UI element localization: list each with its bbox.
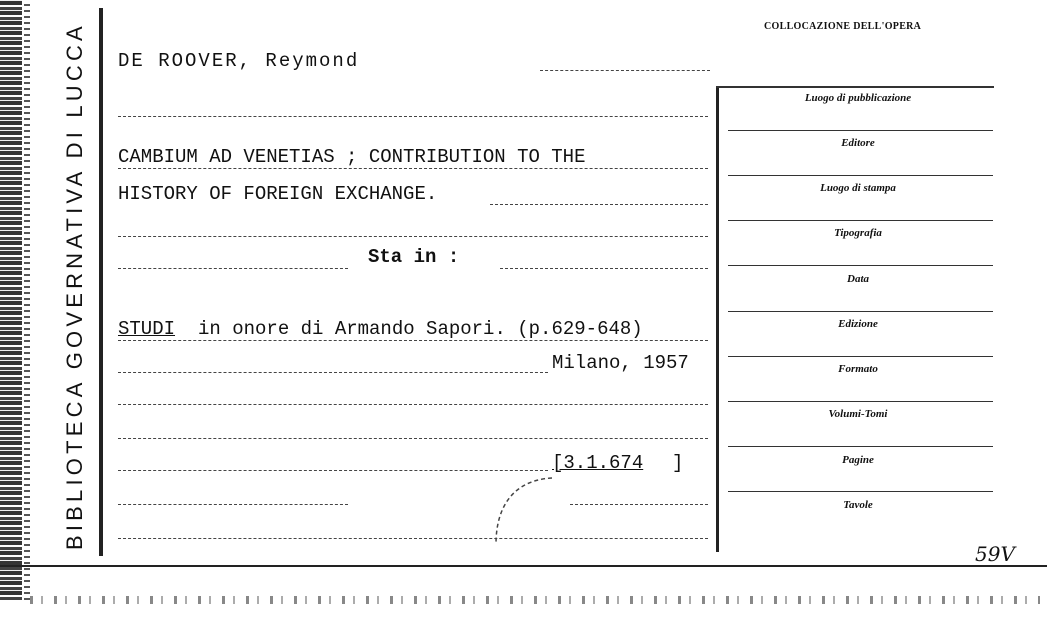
card-bottom-rule <box>0 565 1047 567</box>
shelfmark-bracket: ] <box>672 452 684 474</box>
field-rule <box>728 175 993 176</box>
sta-in-label: Sta in : <box>368 246 460 268</box>
field-luogo-pubblicazione: Luogo di pubblicazione <box>804 92 912 104</box>
field-data: Data <box>847 273 869 285</box>
title-line-2: HISTORY OF FOREIGN EXCHANGE. <box>118 183 438 205</box>
field-luogo-stampa: Luogo di stampa <box>820 182 896 194</box>
field-tavole: Tavole <box>843 499 873 511</box>
rule-7 <box>118 438 708 439</box>
rule-4 <box>118 340 708 341</box>
rule-9 <box>118 504 348 505</box>
handwritten-note: 59V <box>975 542 1015 566</box>
field-rule <box>728 311 993 312</box>
field-tipografia: Tipografia <box>834 227 882 239</box>
location-header: COLLOCAZIONE DELL'OPERA <box>764 21 922 32</box>
field-pagine: Pagine <box>842 454 874 466</box>
rule-5 <box>118 372 548 373</box>
field-rule <box>728 130 993 131</box>
field-rule <box>728 491 993 492</box>
rule-9b <box>570 504 708 505</box>
rule-title-1 <box>118 168 708 169</box>
card-scan-edge-inner <box>24 0 30 600</box>
rule-3b <box>500 268 708 269</box>
rule-title-2 <box>490 204 708 205</box>
field-rule <box>728 401 993 402</box>
field-editore: Editore <box>841 137 875 149</box>
field-volumi-tomi: Volumi-Tomi <box>828 408 888 420</box>
rule-3 <box>118 268 348 269</box>
rule-author <box>540 70 710 71</box>
rule-8 <box>118 470 548 471</box>
margin-rule <box>99 8 103 556</box>
field-edizione: Edizione <box>838 318 878 330</box>
rule-2 <box>118 236 708 237</box>
citation-series: STUDI <box>118 318 176 340</box>
citation-line: in onore di Armando Sapori. (p.629-648) <box>198 318 643 340</box>
field-rule <box>728 446 993 447</box>
field-rule <box>728 220 993 221</box>
card-scan-edge <box>0 0 22 600</box>
publication-box-top <box>716 86 994 88</box>
title-line-1: CAMBIUM AD VENETIAS ; CONTRIBUTION TO THE <box>118 146 586 168</box>
rule-1 <box>118 116 708 117</box>
field-formato: Formato <box>838 363 878 375</box>
author-line: DE ROOVER, Reymond <box>118 50 360 72</box>
place-year: Milano, 1957 <box>552 352 689 374</box>
shelfmark: [3.1.674 <box>552 452 644 474</box>
stamp-arc <box>494 476 554 546</box>
field-rule <box>728 265 993 266</box>
rule-10 <box>118 538 708 539</box>
rule-6 <box>118 404 708 405</box>
field-rule <box>728 356 993 357</box>
scan-noise <box>30 596 1040 604</box>
library-name: BIBLIOTECA GOVERNATIVA DI LUCCA <box>62 22 87 550</box>
